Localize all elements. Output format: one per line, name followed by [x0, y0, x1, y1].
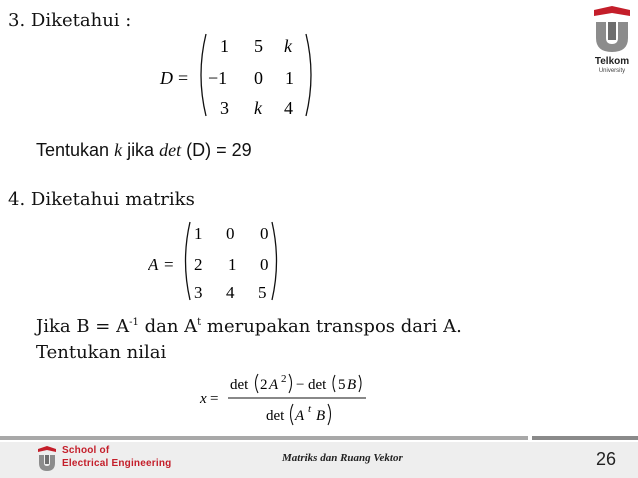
- logo-sub: University: [598, 68, 626, 74]
- formula-matrix-a: A: [295, 408, 305, 424]
- matrix-d-cell: −1: [208, 68, 228, 88]
- school-name-line2: Electrical Engineering: [62, 458, 172, 469]
- matrix-a-cell: 0: [260, 255, 269, 274]
- matrix-d-cell: k: [254, 98, 262, 118]
- question-text: Tentukan: [36, 140, 115, 160]
- question-text: (D) = 29: [181, 140, 252, 160]
- matrix-a-cell: 0: [260, 224, 269, 243]
- page-number: 26: [596, 449, 617, 469]
- matrix-a-cell: 4: [226, 283, 235, 302]
- formula-x: [198, 368, 388, 430]
- matrix-a-cell: 3: [194, 283, 203, 302]
- matrix-a-cell: 1: [194, 224, 203, 243]
- inverse-superscript: -1: [129, 317, 139, 328]
- problem-4-statement: [36, 316, 462, 337]
- footer-title: Matriks dan Ruang Vektor: [282, 452, 403, 464]
- statement-text: dan A: [138, 316, 198, 337]
- formula-det: det: [266, 408, 285, 424]
- formula-det: det: [230, 377, 249, 393]
- formula-minus: −: [296, 377, 305, 393]
- matrix-d-cell: 3: [220, 98, 229, 118]
- formula-transpose: t: [308, 403, 312, 415]
- statement-text: Jika B = A: [36, 316, 130, 337]
- formula-coefficient: 5: [338, 377, 346, 393]
- formula-paren: [289, 374, 292, 393]
- matrix-d-cell: 1: [285, 68, 294, 88]
- problem-3-heading: 3. Diketahui :: [8, 10, 132, 31]
- matrix-a-cell: 5: [258, 283, 267, 302]
- logo-red-wing: [594, 6, 630, 16]
- formula-lhs: x: [200, 391, 207, 407]
- matrix-a-left-bracket: [186, 222, 191, 300]
- matrix-a-cell: 0: [226, 224, 235, 243]
- formula-power: 2: [281, 373, 287, 385]
- statement-text: merupakan transpos dari A.: [201, 316, 462, 337]
- formula-matrix-b: B: [316, 408, 326, 424]
- matrix-a-equals: =: [164, 255, 174, 274]
- matrix-d: [158, 30, 328, 120]
- formula-paren: [256, 374, 259, 393]
- footer-rule-accent: [532, 436, 638, 440]
- formula-paren: [291, 404, 294, 425]
- formula-coefficient: 2: [260, 377, 268, 393]
- matrix-d-right-bracket: [306, 34, 311, 116]
- telkom-university-logo: [588, 4, 636, 76]
- matrix-a-name: A: [148, 255, 159, 274]
- question-det: det: [159, 140, 182, 160]
- formula-matrix-a: A: [269, 377, 279, 393]
- matrix-d-cell: 5: [254, 36, 263, 56]
- question-text: jika: [122, 140, 160, 160]
- logo-stem: [608, 22, 616, 40]
- matrix-d-name: D: [160, 68, 173, 88]
- footer-rule: [0, 436, 528, 440]
- problem-4-heading: 4. Diketahui matriks: [8, 189, 195, 210]
- matrix-d-cell: 4: [284, 98, 293, 118]
- formula-matrix-b: B: [347, 377, 357, 393]
- matrix-d-left-bracket: [201, 34, 206, 116]
- school-name-line1: School of: [62, 445, 110, 456]
- formula-paren: [328, 404, 331, 425]
- matrix-a: [148, 218, 288, 304]
- matrix-d-cell: 1: [220, 36, 229, 56]
- formula-paren: [359, 375, 361, 392]
- formula-det: det: [308, 377, 327, 393]
- matrix-a-right-bracket: [272, 222, 277, 300]
- logo-name: Telkom: [594, 56, 630, 67]
- problem-4-question: Tentukan nilai: [36, 342, 167, 363]
- formula-paren: [333, 375, 335, 392]
- school-logo-icon: [36, 446, 58, 474]
- transpose-superscript: t: [197, 317, 202, 328]
- matrix-a-cell: 1: [228, 255, 237, 274]
- problem-3-question: [36, 140, 252, 161]
- matrix-d-equals: =: [178, 68, 189, 88]
- matrix-a-cell: 2: [194, 255, 203, 274]
- formula-equals: =: [210, 391, 219, 407]
- matrix-d-cell: k: [284, 36, 292, 56]
- question-variable-k: k: [114, 140, 123, 160]
- matrix-d-cell: 0: [254, 68, 263, 88]
